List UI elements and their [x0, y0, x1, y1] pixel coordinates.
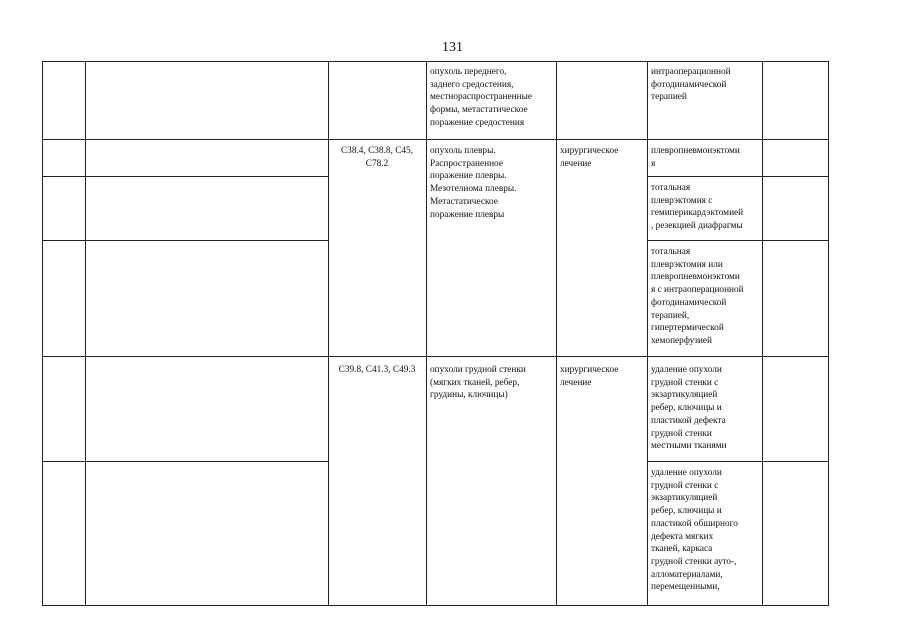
col-border-right [828, 61, 829, 606]
row-border-3b [647, 240, 829, 241]
row1-method-1: плевропневмонэктоми я [651, 146, 740, 169]
row-border-3a [42, 240, 329, 241]
row-border-5b [647, 461, 829, 462]
page-number: 131 [442, 40, 463, 55]
col-border-1 [85, 61, 86, 606]
row1-method-2: тотальная плеврэктомия с гемиперикардэктомией , резекцией диафрагмы [651, 183, 744, 232]
row0-diagnosis: опухоль переднего, заднего средостения, местнораспространенные формы, метастатическое поражение средостения [430, 67, 532, 128]
row-border-5a [42, 461, 329, 462]
row-border-1 [42, 139, 829, 140]
row1-code: C38.4, C38.8, C45, C78.2 [340, 146, 414, 169]
row1-diagnosis: опухоль плевры. Распространенное поражение плевры. Мезотелиома плевры. Метастатическое поражение плевры [430, 146, 517, 220]
row2-code: C39.8, C41.3, C49.3 [338, 365, 416, 375]
row2-treatment: хирургическое лечение [560, 365, 619, 388]
col-border-4 [556, 61, 557, 606]
row0-method: интраоперационной фотодинамической терапией [651, 67, 731, 103]
col-border-2 [328, 61, 329, 606]
row2-method-1: удаление опухоли грудной стенки с экзартикуляцией ребер, ключицы и пластикой дефекта грудной стенки местными тканями [651, 365, 727, 452]
col-border-left [42, 61, 43, 606]
row2-method-2: удаление опухоли грудной стенки с экзартикуляцией ребер, ключицы и пластикой обширного дефекта мягких тканей, каркаса грудной стенки ауто-, алломатериалами, перемещенными, [651, 468, 738, 593]
col-border-3 [426, 61, 427, 606]
row-border-2b [647, 176, 829, 177]
row-border-4 [42, 356, 829, 357]
row2-diagnosis: опухоли грудной стенки (мягких тканей, ребер, грудины, ключицы) [430, 365, 526, 401]
col-border-6 [762, 61, 763, 606]
col-border-5 [647, 61, 648, 606]
row-border-top [42, 61, 829, 62]
row-border-2a [42, 176, 329, 177]
row-border-bottom [42, 605, 829, 606]
row1-method-3: тотальная плеврэктомия или плевропневмонэктоми я с интраоперационной фотодинамической терапией, гипертермической хемоперфузией [651, 247, 744, 346]
row1-treatment: хирургическое лечение [560, 146, 619, 169]
